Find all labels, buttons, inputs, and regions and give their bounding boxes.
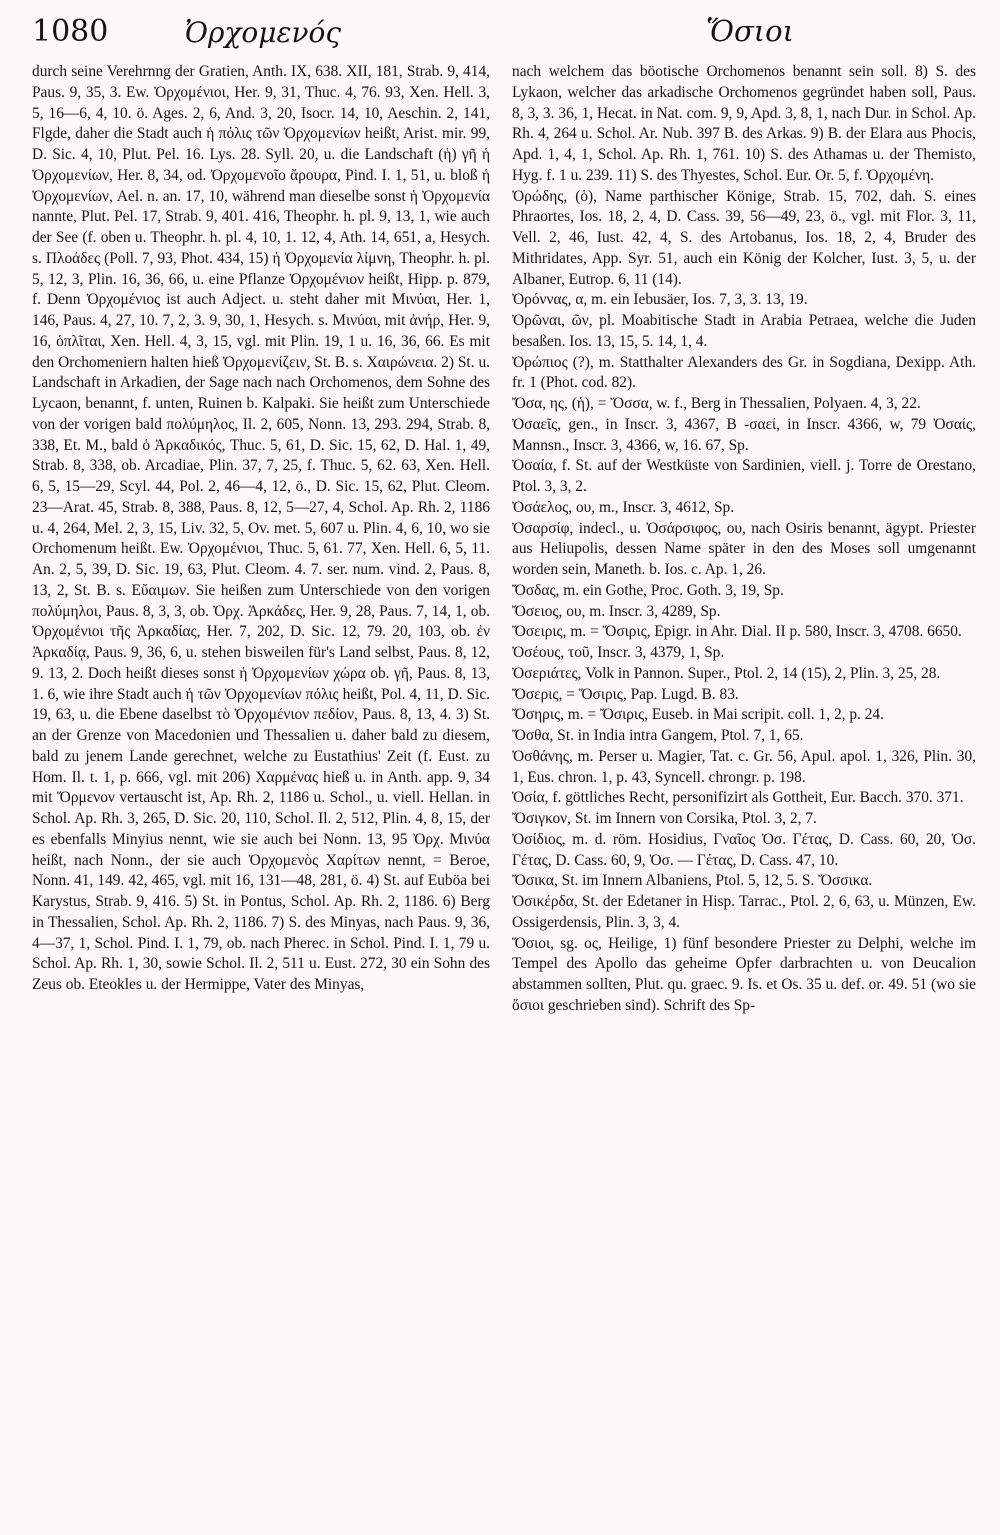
- entry-oseiris: Ὄσειρις, m. = Ὄσιρις, Epigr. in Ahr. Dial. II p. 580, Inscr. 3, 4708. 6650.: [512, 623, 962, 641]
- right-column: [512, 62, 976, 1530]
- entry-oseriates: Ὀσεριάτες, Volk in Pannon. Super., Ptol. 2, 14 (15), 2, Plin. 3, 25, 28.: [512, 664, 941, 682]
- entry-osaia: Ὀσαία, f. St. auf der Westküste von Sardinien, viell. j. Torre de Orestano, Ptol. 3, 3, 2.: [512, 457, 976, 495]
- entry-osikerda: Ὀσικέρδα, St. der Edetaner in Hisp. Tarrac., Ptol. 2, 6, 63, u. Münzen, Ew. Ossigerdensis, Plin. 3, 3, 4.: [512, 893, 976, 931]
- entry-osika: Ὄσικα, St. im Innern Albaniens, Ptol. 5, 12, 5. S. Ὄσσικα.: [512, 872, 873, 890]
- entry-oropios: Ὀρώπιος (?), m. Statthalter Alexanders des Gr. in Sogdiana, Dexipp. Ath. fr. 1 (Phot. cod. 82).: [512, 353, 976, 392]
- entry-oseris-2: Ὄσηρις, m. = Ὄσιρις, Euseb. in Mai scripit. coll. 1, 2, p. 24.: [512, 706, 884, 724]
- entry-continuation: nach welchem das böotische Orchomenos benannt sein soll. 8) S. des Lykaon, welcher das arkadische Orchomenos gegründet haben soll, Paus. 8, 3, 3. 36, 1, Hecat. in Nat. com. 9, 9, Apd. 3, 8, 1, nach Dur. in Schol. Ap. Rh. 4, 264 u. Schol. Ar. Nub. 397 B. des Arkas. 9) B. der Elara aus Phocis, Apd. 1, 4, 1, Schol. Ap. Rh. 1, 761. 10) S. des Athamas u. der Themisto, Hyg. f. 1 u. 239. 11) S. des Thyestes, Schol. Eur. Or. 5, f. Ὀρχομένη.: [512, 63, 976, 184]
- entry-osidios: Ὀσίδιος, m. d. röm. Hosidius, Γναῖος Ὀσ. Γέτας, D. Cass. 60, 20, Ὀσ. Γέτας, D. Cass. 60, 9, Ὀσ. — Γέτας, D. Cass. 47, 10.: [512, 830, 976, 869]
- entry-oseios: Ὄσειος, ου, m. Inscr. 3, 4289, Sp.: [512, 602, 721, 620]
- entry-oronnas: Ὀρόννας, α, m. ein Iebusäer, Ios. 7, 3, 3. 13, 19.: [512, 291, 808, 309]
- entry-osa: Ὄσα, ης, (ἡ), = Ὄσσα, w. f., Berg in Thessalien, Polyaen. 4, 3, 22.: [512, 395, 921, 412]
- page-header: [0, 0, 1000, 60]
- entry-osaeis: Ὀσαεῖς, gen., in Inscr. 3, 4367, B -σαεί, in Inscr. 4366, w, 79 Ὀσαίς, Mannsn., Inscr. 3, 4366, w, 16. 67, Sp.: [512, 415, 976, 454]
- entry-osarsiph: Ὀσαρσίφ, indecl., u. Ὀσάρσιφος, ου, nach Osiris benannt, ägypt. Priester aus Heliupolis, dessen Name später in den des Moses soll umgenannt worden sein, Maneth. b. Ios. c. Ap. 1, 26.: [512, 519, 976, 578]
- entry-orodes: Ὀρώδης, (ὁ), Name parthischer Könige, Strab. 15, 702, dah. S. eines Phraortes, Ios. 18, 2, 4, D. Cass. 39, 56—49, 23, ö., vgl. mit Flor. 3, 11, Vell. 2, 46, Iust. 42, 4, S. des Artobanus, Ios. 18, 2, 4, Bruder des Mithridates, App. Syr. 51, auch ein König der Kolcher, Iust. 3, 5, u. der Albaner, Eutrop. 6, 11 (14).: [512, 187, 976, 288]
- entry-osioi: Ὅσιοι, sg. ος, Heilige, 1) fünf besondere Priester zu Delphi, welche im Tempel des Apollo das geheime Opfer darbrachten u. von Deucalion abstammen sollten, Plut. qu. graec. 9. Is. et Os. 35 u. def. or. 49. 51 (wo sie ὅσιοι geschrieben sind). Schrift des Sp-: [512, 934, 976, 1014]
- entry-osaelos: Ὀσάελος, ου, m., Inscr. 3, 4612, Sp.: [512, 498, 735, 516]
- entry-osthanes: Ὀσθάνης, m. Perser u. Magier, Tat. c. Gr. 56, Apul. apol. 1, 326, Plin. 30, 1, Eus. chron. 1, p. 43, Syncell. chrongr. p. 198.: [512, 747, 976, 786]
- left-running-headword: Ὀρχομενός: [185, 16, 342, 49]
- entry-oseous: Ὀσέους, τοῦ, Inscr. 3, 4379, 1, Sp.: [512, 644, 725, 661]
- entry-osdas: Ὄσδας, m. ein Gothe, Proc. Goth. 3, 19, Sp.: [512, 581, 784, 599]
- page-number: 1080: [32, 14, 109, 49]
- entry-text: durch seine Verehrnng der Gratien, Anth. IX, 638. XII, 181, Strab. 9, 414, Paus. 9, 35, 3. Ew. Ὀρχομένιοι, Her. 9, 31, Thuc. 4, 76. 93, Xen. Hell. 3, 5, 16—6, 4, 10. ö. Ages. 2, 6, And. 3, 20, Isocr. 14, 10, Aeschin. 2, 141, Flgde, daher die Stadt auch ἡ πόλις τῶν Ὀρχομενίων heißt, Arist. mir. 99, D. Sic. 4, 10, Plut. Pel. 16. Lys. 28. Syll. 20, u. die Landschaft (ἡ) γῆ ἡ Ὀρχομενίων, Her. 8, 34, od. Ὀρχομενοῖο ἄρουρα, Pind. I. 1, 51, u. bloß ἡ Ὀρχομενίων, Ael. n. an. 17, 10, während man dieselbe sonst ἡ Ὀρχομενία nannte, Plut. Pel. 17, Strab. 9, 401. 416, Theophr. h. pl. 9, 13, 1, wie auch der See (f. oben u. Theophr. h. pl. 4, 10, 1. 12, 4, Ath. 14, 651, a, Hesych. s. Πλοάδες (Poll. 7, 93, Phot. 434, 15) ἡ Ὀρχομενία λίμνη, Theophr. h. pl. 5, 12, 3, Plin. 16, 36, 66, u. eine Pflanze Ὀρχομένιον heißt, Hipp. p. 879, f. Denn Ὀρχομένιος ist auch Adject. u. steht daher mit Μινύαι, Her. 1, 146, Paus. 4, 27, 10. 7, 2, 3. 9, 30, 1, Hesych. s. Μινύαι, mit ἀνήρ, Her. 9, 16, ὁπλῖται, Xen. Hell. 4, 3, 15, vgl. mit Plin. 19, 1 u. 16, 36, 66. Es mit den Orchomeniern halten hieß Ὀρχομενίζειν, St. B. s. Χαιρώνεια. 2) St. u. Landschaft in Arkadien, der Sage nach nach Orchomenos, dem Sohne des Lycaon, benannt, f. unten, Ruinen b. Kalpaki. Sie heißt zum Unterschiede von der vorigen bald πολύμηλος, Il. 2, 605, Nonn. 13, 293. 294, Strab. 8, 338, Et. M., bald ὁ Ἀρκαδικός, Thuc. 5, 61, D. Sic. 15, 62, D. Hal. 1, 49, Strab. 8, 338, ob. Arcadiae, Plin. 37, 7, 25, f. Thuc. 5, 62. 63, Xen. Hell. 6, 5, 15—29, Scyl. 44, Pol. 2, 46—4, 12, ö., D. Sic. 15, 62, Plut. Cleom. 23—Arat. 45, Strab. 8, 388, Paus. 8, 12, 5—27, 4, Schol. Ap. Rh. 2, 1186 u. 4, 264, Mel. 2, 3, 15, Liv. 32, 5, Ov. met. 5, 607 u. Plin. 4, 6, 10, wo sie Orchomenum heißt. Ew. Ὀρχομένιοι, Thuc. 5, 61. 77, Xen. Hell. 6, 5, 11. An. 2, 5, 39, D. Sic. 19, 63, Plut. Cleom. 4. 7. ser. num. vind. 2, Paus. 8, 13, 2, St. B. s. Εὔαιμων. Sie heißen zum Unterschiede von den vorigen πολύμηλοι, Paus. 8, 3, 3, ob. Ὀρχ. Ἀρκάδες, Her. 9, 28, Paus. 7, 14, 1, ob. Ὀρχομένιοι τῆς Ἀρκαδίας, Her. 7, 202, D. Sic. 12, 79. 20, 103, ob. ἐν Ἀρκαδίᾳ, Paus. 9, 36, 6, u. stehen bisweilen für's Land selbst, Paus. 8, 12, 9. 13, 2. Doch heißt dieses sonst ἡ Ὀρχομενίων χώρα ob. γῆ, Paus. 8, 13, 1. 6, wie ihre Stadt auch ἡ τῶν Ὀρχομενίων πόλις heißt, Pol. 4, 11, D. Sic. 19, 63, u. die Ebene daselbst τὸ Ὀρχομένιον πεδίον, Paus. 8, 13, 4. 3) St. an der Grenze von Macedonien und Thessalien u. daher bald zu diesem, bald zu jenem Lande gerechnet, welche zu Eustathius' Zeit (f. Eust. zu Hom. Il. t. 1, p. 666, vgl. mit 206) Χαρμένας hieß u. in Anth. app. 9, 34 mit Ὅρμενον vertauscht ist, Ap. Rh. 2, 1186 u. Schol., u. viell. Hellan. in Schol. Ap. Rh. 3, 265, D. Sic. 20, 110, Schol. Il. 2, 512, Plin. 4, 8, 15, der es ebenfalls Minyius nennt, wie sie auch bei Nonn. 13, 95 Ὀρχ. Μινύα heißt, nach Nonn., der sie auch Ὀρχομενὸς Χαρίτων nennt, = Beroe, Nonn. 41, 149. 42, 465, vgl. mit 16, 131—48, 281, ö. 4) St. auf Euböa bei Karystus, Strab. 9, 416. 5) St. in Pontus, Schol. Ap. Rh. 2, 1186. 6) Berg in Thessalien, Schol. Ap. Rh. 2, 1186. 7) S. des Minyas, nach Paus. 9, 36, 4—37, 1, Schol. Pind. I. 1, 79, ob. nach Pherec. in Schol. Pind. I. 1, 79 u. Schol. Ap. Rh. 1, 30, sowie Schol. Il. 2, 511 u. Eust. 272, 30 ein Sohn des Zeus ob. Eteokles u. der Hermippe, Vater des Minyas,: [32, 63, 490, 993]
- left-column: [32, 62, 490, 1530]
- entry-oseris: Ὄσερις, = Ὄσιρις, Pap. Lugd. B. 83.: [512, 685, 739, 703]
- entry-osinkon: Ὄσιγκον, St. im Innern von Corsika, Ptol. 3, 2, 7.: [512, 810, 817, 827]
- right-running-headword: Ὅσιοι: [706, 14, 794, 48]
- entry-osia: Ὁσία, f. göttliches Recht, personifizirt als Gottheit, Eur. Bacch. 370. 371.: [512, 789, 964, 807]
- entry-ostha: Ὄσθα, St. in India intra Gangem, Ptol. 7, 1, 65.: [512, 727, 804, 744]
- entry-oronai: Ὀρῶναι, ῶν, pl. Moabitische Stadt in Arabia Petraea, welche die Juden besaßen. Ios. 13, 15, 5. 14, 1, 4.: [512, 312, 976, 350]
